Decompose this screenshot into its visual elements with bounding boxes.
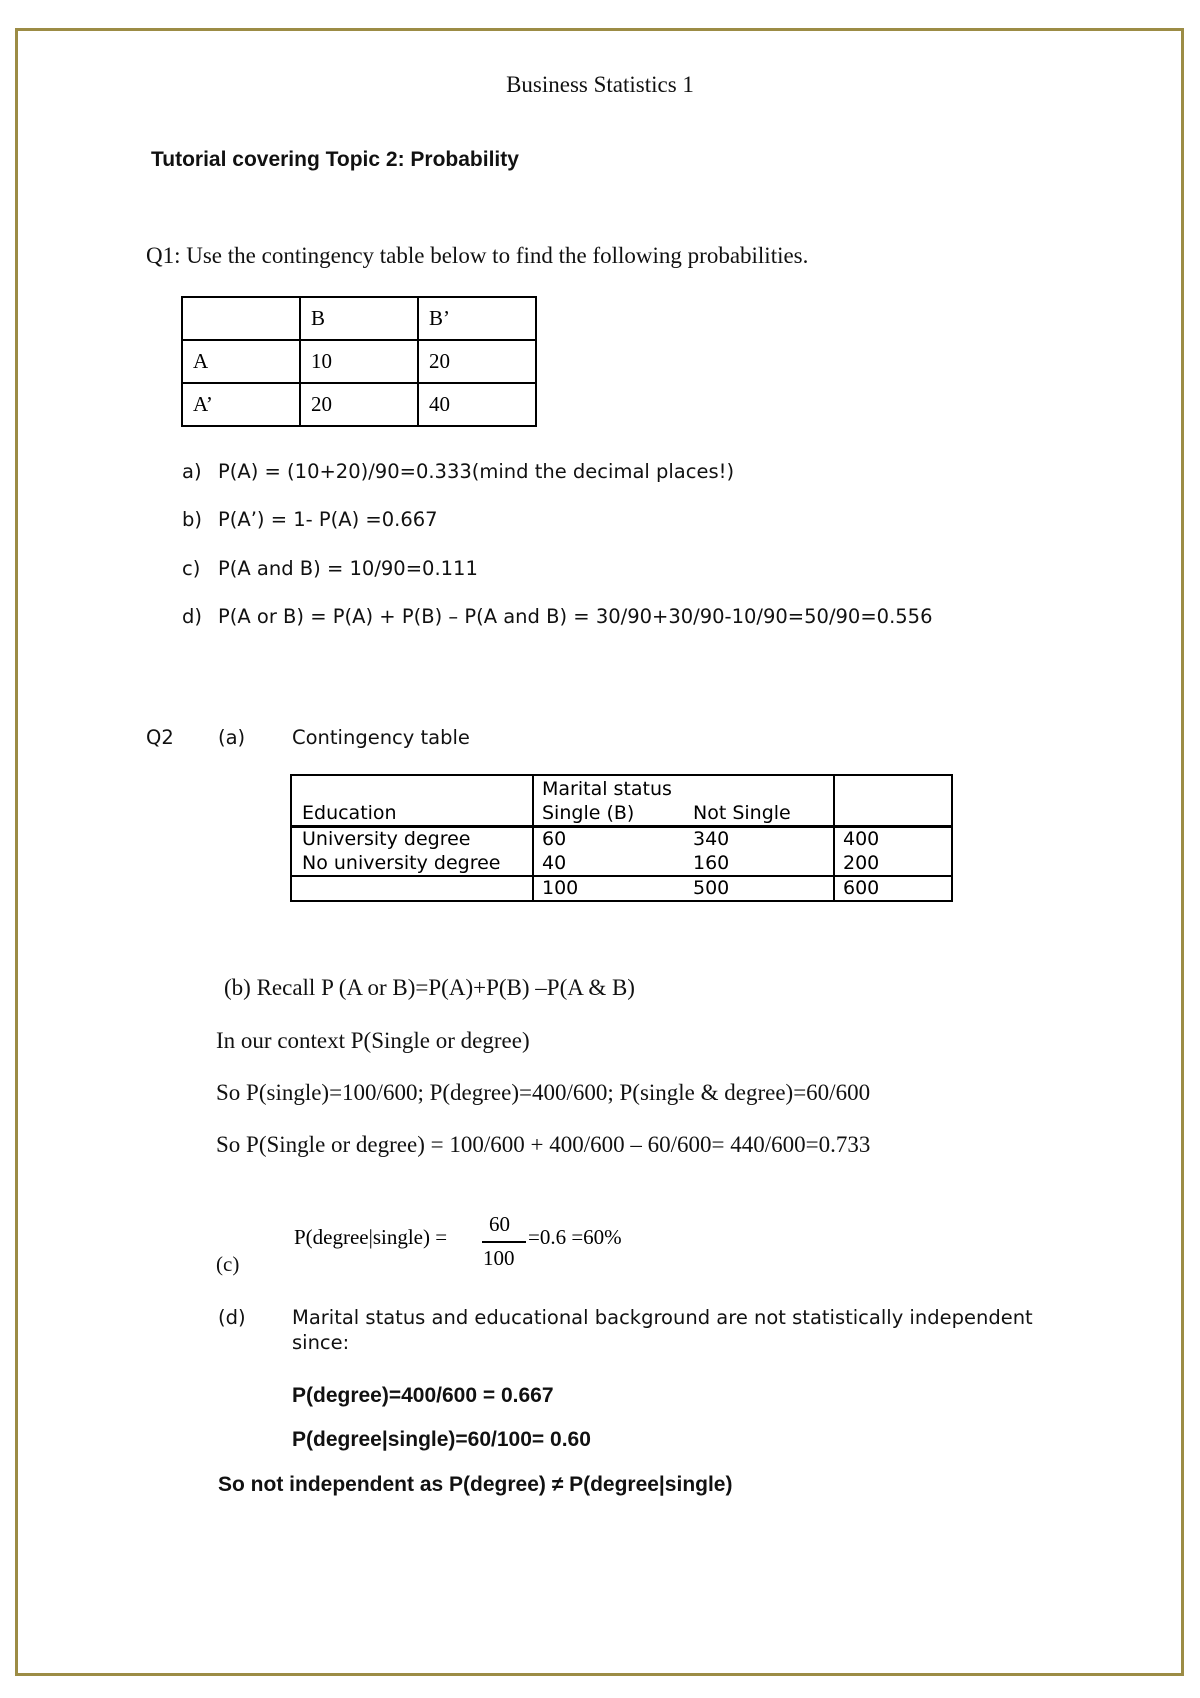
table-cell: 400 [843,828,880,850]
q2-b-line-4: So P(Single or degree) = 100/600 + 400/600 – 60/600= 440/600=0.733 [216,1132,871,1157]
table-cell: 10 [300,340,418,383]
table-cell: B’ [418,297,536,340]
table-cell: 100 [542,877,579,899]
q2-conclusion: So not independent as P(degree) ≠ P(degree|single) [218,1473,733,1496]
q1-answer-b: P(A’) = 1- P(A) =0.667 [218,508,438,531]
table-cell: B [300,297,418,340]
table-cell: 600 [843,877,880,899]
q1-answer-a-label: a) [182,460,202,483]
q1-answer-c-label: c) [182,557,201,580]
q1-answer-d-label: d) [182,605,202,628]
q2-c-label: (c) [216,1252,240,1276]
education-header: Education [302,802,397,824]
table-cell: 60 [542,828,567,850]
table-cell: No university degree [302,852,501,874]
table-row [182,297,536,340]
tutorial-title: Tutorial covering Topic 2: Probability [151,148,519,171]
table-cell: University degree [302,828,471,850]
q1-answer-b-label: b) [182,508,202,531]
q2-d-text-2: since: [292,1331,350,1354]
table-cell: 20 [418,340,536,383]
table-row [182,340,536,383]
table-cell: A’ [182,383,300,426]
q1-answer-d: P(A or B) = P(A) + P(B) – P(A and B) = 30/90+30/90-10/90=50/90=0.556 [218,605,933,628]
q2-b-line-3: So P(single)=100/600; P(degree)=400/600; P(single & degree)=60/600 [216,1080,871,1105]
page-header: Business Statistics 1 [506,72,694,97]
table-cell: 340 [693,828,730,850]
not-single-header: Not Single [693,802,791,824]
table-divider [833,776,835,900]
q2-d-bold-2: P(degree|single)=60/100= 0.60 [292,1428,591,1451]
q1-question: Q1: Use the contingency table below to find the following probabilities. [146,243,809,268]
single-header: Single (B) [542,802,635,824]
q2-d-bold-1: P(degree)=400/600 = 0.667 [292,1384,554,1407]
marital-status-header: Marital status [542,778,672,800]
q2-a-text: Contingency table [292,726,470,749]
table-cell: A [182,340,300,383]
q2-b-line-1: (b) Recall P (A or B)=P(A)+P(B) –P(A & B) [224,975,635,1000]
q2-d-label: (d) [218,1306,246,1329]
table-divider [532,776,534,900]
q2-c-rhs: =0.6 =60% [528,1225,622,1249]
table-cell: 40 [542,852,567,874]
fraction-bar [482,1241,526,1243]
q1-contingency-table [181,296,537,427]
q1-answer-a: P(A) = (10+20)/90=0.333(mind the decimal places!) [218,460,735,483]
table-cell: 500 [693,877,730,899]
q2-b-line-2: In our context P(Single or degree) [216,1028,530,1053]
table-cell: 200 [843,852,880,874]
q2-c-lhs: P(degree|single) = [294,1225,448,1249]
table-cell [182,297,300,340]
table-cell: 20 [300,383,418,426]
q2-contingency-table [290,774,953,902]
table-cell: 160 [693,852,730,874]
q2-label: Q2 [146,726,174,749]
q1-answer-c: P(A and B) = 10/90=0.111 [218,557,478,580]
q2-c-denominator: 100 [483,1246,515,1270]
q2-c-numerator: 60 [489,1212,510,1236]
q2-a-label: (a) [218,726,246,749]
q2-d-text-1: Marital status and educational background are not statistically independent [292,1306,1033,1329]
table-row [182,383,536,426]
table-cell: 40 [418,383,536,426]
